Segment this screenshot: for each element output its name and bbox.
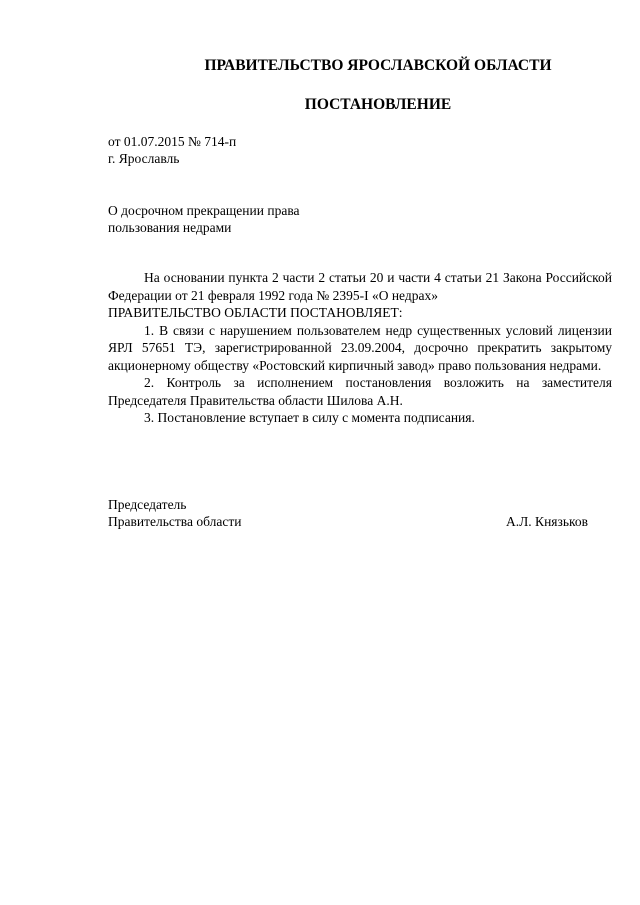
signatory-name: А.Л. Князьков — [506, 514, 588, 529]
document-subject — [108, 202, 300, 236]
organization-title: ПРАВИТЕЛЬСТВО ЯРОСЛАВСКОЙ ОБЛАСТИ — [204, 57, 552, 74]
item-paragraph-1: 1. В связи с нарушением пользователем недр существенных условий лицензии ЯРЛ 57651 ТЭ, зарегистрированной 23.09.2004, досрочно прекратить закрытому акционерному обществу «Ростовский кирпичный завод» право пользования недрами. — [108, 322, 612, 373]
document-type-title: ПОСТАНОВЛЕНИЕ — [304, 96, 452, 113]
signatory-title-line-1: Председатель — [108, 497, 187, 512]
document-meta — [108, 133, 236, 167]
signature-block — [108, 496, 588, 530]
resolves-line: ПРАВИТЕЛЬСТВО ОБЛАСТИ ПОСТАНОВЛЯЕТ: — [108, 305, 403, 320]
signatory-title-line-2: Правительства области — [108, 514, 242, 529]
item-paragraph-3: 3. Постановление вступает в силу с момента подписания. — [144, 410, 475, 425]
preamble-paragraph: На основании пункта 2 части 2 статьи 20 и части 4 статьи 21 Закона Российской Федерации от 21 февраля 1992 года № 2395-I «О недрах» — [108, 270, 612, 303]
subject-line-2: пользования недрами — [108, 220, 232, 235]
date-number: от 01.07.2015 № 714-п — [108, 134, 237, 149]
document-body — [108, 269, 612, 427]
signature-row — [108, 513, 588, 530]
subject-line-1: О досрочном прекращении права — [108, 203, 300, 218]
item-paragraph-2: 2. Контроль за исполнением постановления возложить на заместителя Председателя Правительства области Шилова А.Н. — [108, 375, 612, 408]
city: г. Ярославль — [108, 151, 180, 166]
